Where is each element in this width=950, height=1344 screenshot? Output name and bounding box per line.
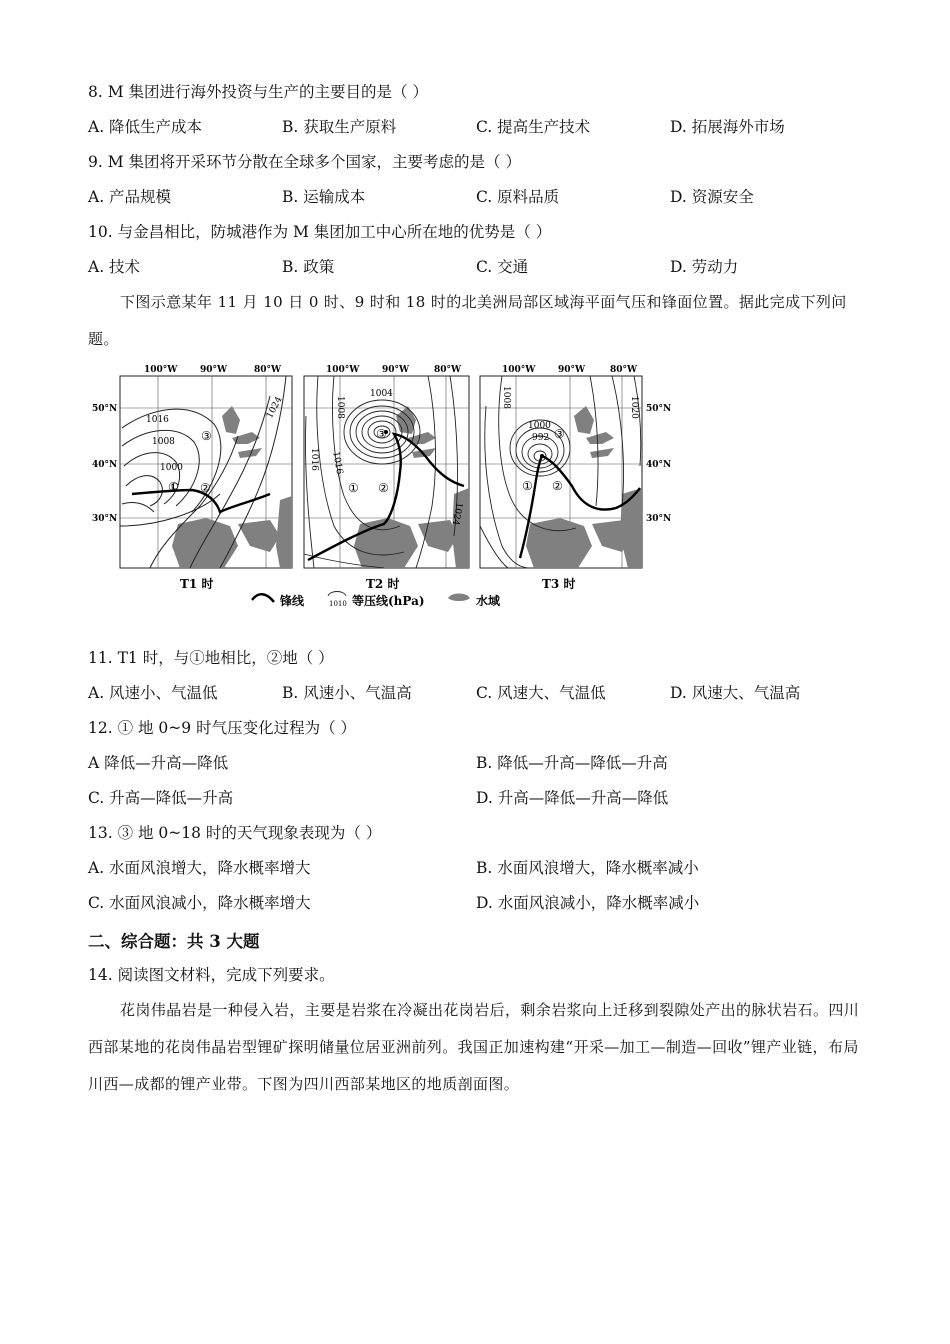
q13-option-b[interactable]: B. 水面风浪增大，降水概率减小 [476,859,699,877]
q9-option-b[interactable]: B. 运输成本 [282,188,366,206]
isobar-label: 1016 [330,450,345,476]
isobar-label: 1000 [528,421,551,431]
panel-t1 [92,365,292,591]
lat-label: 50°N [92,404,118,414]
lon-label: 100°W [144,365,178,375]
isobar-label: 1020 [629,396,639,419]
isobar-label: 1024 [449,501,464,526]
isobar-label: 992 [532,433,550,443]
q13-option-d[interactable]: D. 水面风浪减小，降水概率减小 [476,894,700,912]
q13-option-a[interactable]: A. 水面风浪增大，降水概率增大 [88,859,311,877]
q9-option-d[interactable]: D. 资源安全 [670,188,754,206]
section-2-title: 二、综合题：共 3 大题 [88,932,260,951]
weather-map-figure [92,360,672,615]
q14-paragraph: 花岗伟晶岩是一种侵入岩，主要是岩浆在冷凝出花岗岩后，剩余岩浆向上迁移到裂隙处产出的脉状岩石。四川西部某地的花岗伟晶岩型锂矿探明储量位居亚洲前列。我国正加速构建“开采—加工—制造—回收”锂产业链，布局川西—成都的锂产业带。下图为四川西部某地区的地质剖面图。 [88,1001,860,1093]
q12-option-a[interactable]: A 降低—升高—降低 [88,754,229,772]
isobar-label: 1008 [335,396,345,419]
lon-label: 80°W [434,365,462,375]
q12-option-b[interactable]: B. 降低—升高—降低—升高 [476,754,668,772]
isobar-label: 1024 [265,395,285,421]
legend-isobar: 等压线(hPa) [352,594,425,608]
legend-water: 水域 [476,594,501,608]
lon-label: 90°W [200,365,228,375]
q11-option-d[interactable]: D. 风速大、气温高 [670,684,801,702]
q10-option-b[interactable]: B. 政策 [282,258,335,276]
point-3: ③ [376,427,387,441]
question-12-stem: 12. ① 地 0~9 时气压变化过程为（ ） [88,719,356,737]
panel-label-t1: T1 时 [180,577,214,591]
front-legend-icon [252,594,274,602]
point-3: ③ [201,429,212,443]
isobar-label: 1000 [160,463,183,473]
q9-option-c[interactable]: C. 原料品质 [476,188,560,206]
q8-option-a[interactable]: A. 降低生产成本 [88,118,203,136]
lat-label: 50°N [646,404,672,414]
legend-front: 锋线 [280,594,305,608]
q12-option-d[interactable]: D. 升高—降低—升高—降低 [476,789,669,807]
isobar-label: 1016 [309,448,319,471]
q8-option-d[interactable]: D. 拓展海外市场 [670,118,785,136]
water-legend-icon [448,594,470,602]
q10-option-c[interactable]: C. 交通 [476,258,529,276]
lon-label: 90°W [558,365,586,375]
point-2: ② [378,481,389,495]
point-2: ② [200,481,211,495]
panel-label-t3: T3 时 [542,577,576,591]
lat-label: 40°N [92,460,118,470]
question-14-stem: 14. 阅读图文材料，完成下列要求。 [88,966,335,984]
lat-label: 40°N [646,460,672,470]
q8-option-b[interactable]: B. 获取生产原料 [282,118,397,136]
point-1: ① [348,481,359,495]
isobar-label: 1016 [146,415,169,425]
question-9-stem: 9. M 集团将开采环节分散在全球多个国家，主要考虑的是（ ） [88,153,521,171]
lat-label: 30°N [92,514,118,524]
point-3: ③ [554,427,565,441]
question-10-stem: 10. 与金昌相比，防城港作为 M 集团加工中心所在地的优势是（ ） [88,223,552,241]
point-2: ② [552,479,563,493]
lat-label: 30°N [646,514,672,524]
legend [252,592,501,609]
lon-label: 80°W [254,365,282,375]
q10-option-a[interactable]: A. 技术 [88,258,141,276]
q11-option-b[interactable]: B. 风速小、气温高 [282,684,412,702]
lon-label: 90°W [382,365,410,375]
isobar-legend-icon [328,592,346,597]
question-13-stem: 13. ③ 地 0~18 时的天气现象表现为（ ） [88,824,382,842]
q11-option-a[interactable]: A. 风速小、气温低 [88,684,218,702]
q10-option-d[interactable]: D. 劳动力 [670,258,739,276]
q13-option-c[interactable]: C. 水面风浪减小，降水概率增大 [88,894,311,912]
point-1: ① [522,479,533,493]
isobar-label: 1004 [370,389,393,399]
panel-t3 [480,365,671,591]
legend-isobar-sample: 1010 [329,600,347,608]
isobar-label: 1008 [501,386,511,409]
q11-option-c[interactable]: C. 风速大、气温低 [476,684,606,702]
q12-option-c[interactable]: C. 升高—降低—升高 [88,789,234,807]
q8-option-c[interactable]: C. 提高生产技术 [476,118,591,136]
isobar-label: 1008 [152,437,175,447]
panel-label-t2: T2 时 [366,577,400,591]
question-11-stem: 11. T1 时，与①地相比，②地（ ） [88,649,334,667]
intro-paragraph: 下图示意某年 11 月 10 日 0 时、9 时和 18 时的北美洲局部区域海平面气压和锋面位置。据此完成下列问题。 [88,293,847,348]
point-1: ① [168,480,179,494]
q9-option-a[interactable]: A. 产品规模 [88,188,172,206]
question-8-stem: 8. M 集团进行海外投资与生产的主要目的是（ ） [88,83,428,101]
lon-label: 100°W [326,365,360,375]
lon-label: 100°W [502,365,536,375]
lon-label: 80°W [610,365,638,375]
panel-t2 [304,365,469,591]
